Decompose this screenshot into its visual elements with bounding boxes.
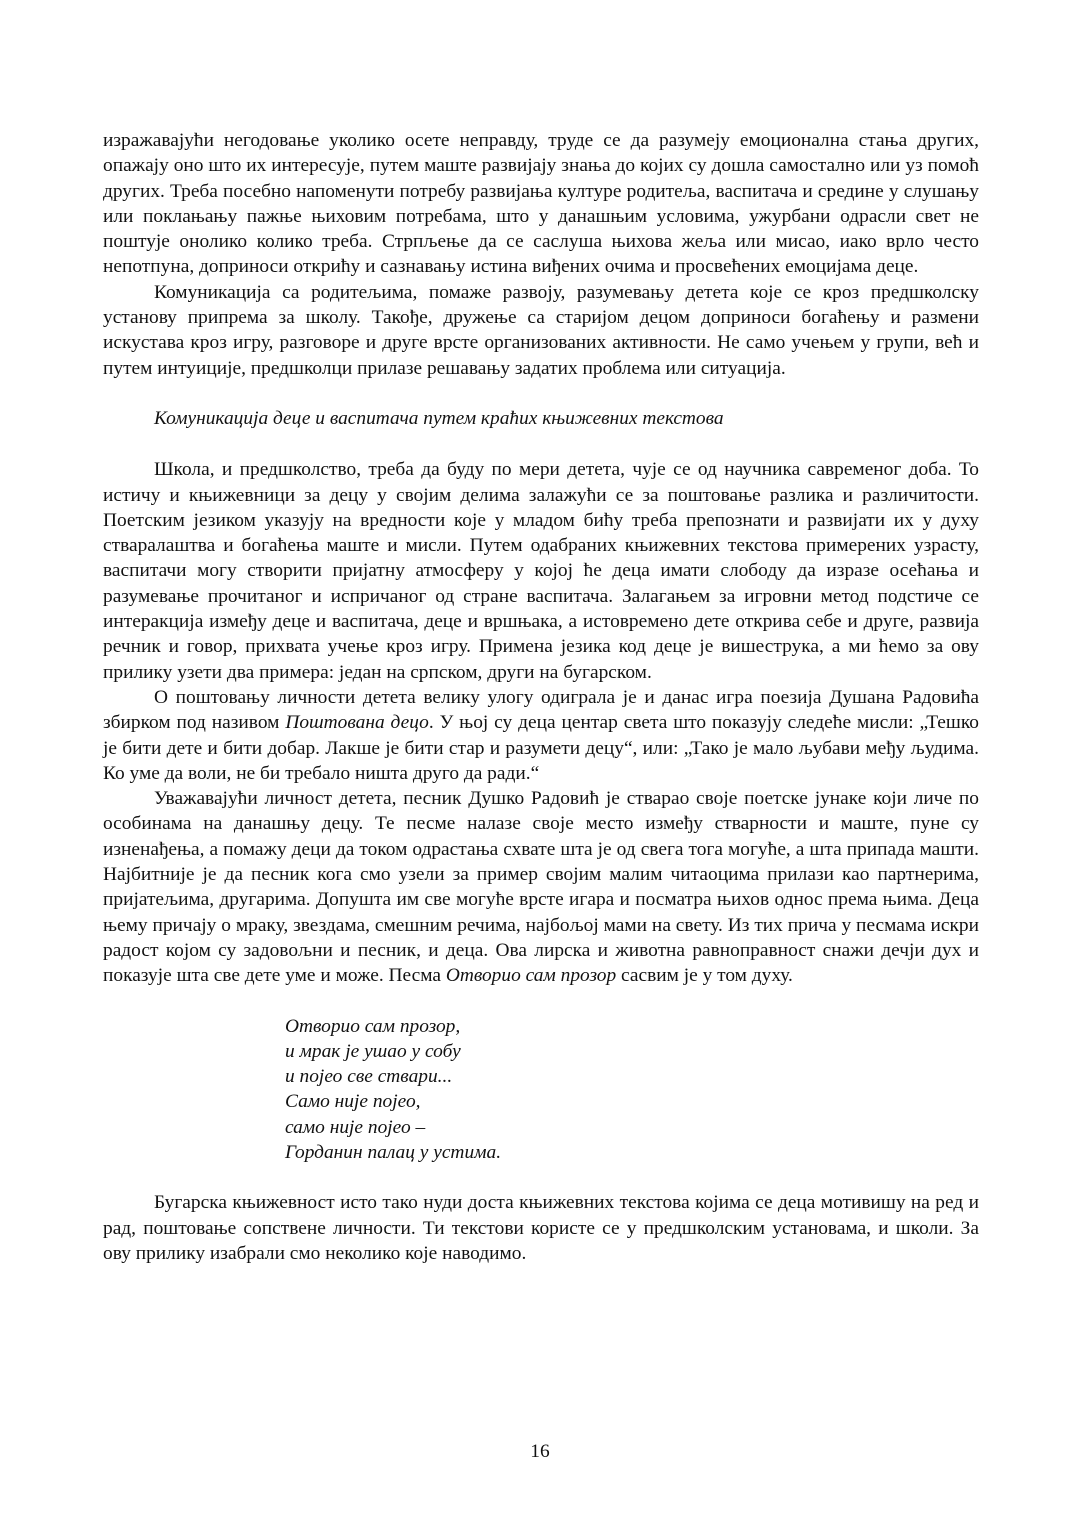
paragraph-4-text-a: О поштовању личности детета велику улогу одиграла је и данас игра поезија Душана Радовића збирком под називом <box>103 686 979 734</box>
paragraph-4-text-b: . У њој су деца центар света што показују следеће мисли: „Тешко је бити дете и бити добар. Лакше је бити стар и разумети децу“, или: „Тако је мало љубави међу људима. Ко уме да воли, не би требало ништа друго да ради.“ <box>103 712 979 784</box>
paragraph-3: Школа, и предшколство, треба да буду по мери детета, чује се од научника савременог доба. То истичу и књижевници за децу у својим делима залажући се за поштовање разлика и различитости. Поетским језиком указују на вредности које у младом бићу треба препознати и развијати их у духу стваралаштва и богаћења маште и мисли. Путем одабраних књижевних текстова примерених узрасту, васпитачи могу створити пријатну атмосферу у којој ће деца имати слободу да изразе осећања и разумевање прочитаног и испричаног од стране васпитача. Залагањем за игровни метод подстиче се интеракција између деце и васпитача, деце и вршњака, а истовремено дете открива себе и друге, развија речник и говор, прихвата учење кроз игру. Примена језика код деце је вишеструка, а ми ћемо за ову прилику узети два примера: један на српском, други на бугарском. <box>103 459 979 683</box>
poem-title: Отворио сам прозор <box>445 965 617 987</box>
book-title: Поштована децо <box>285 712 429 734</box>
page-number: 16 <box>530 1441 550 1462</box>
poem-line: Отворио сам прозор, <box>285 1015 461 1037</box>
paragraph-5-text-a: Уважавајући личност детета, песник Душко Радовић је стварао своје поетске јунаке који личе по особинама на данашњу децу. Те песме налазе своје место између стварности и маште, пуне су изненађења, а помажу деци да током одрастања схвате шта је од свега тога могуће, а шта припада машти. Најбитније је да песник кога смо узели за пример својим малим читаоцима прилази као партнерима, пријатељима, другарима. Допушта им све могуће врсте игара и посматра њихов однос према њима. Деца њему причају о мраку, звездама, смешним речима, најбољој мами на свету. Из тих прича у песмама искри радост којом су задовољни и песник, и деца. Ова лирска и животна равноправност снажи дечји дух и показује шта све дете уме и може. Песма <box>103 788 979 987</box>
poem-line: и појео све ствари... <box>285 1066 453 1088</box>
document-body <box>103 128 979 1266</box>
paragraph-5-text-b: сасвим је у том духу. <box>616 965 793 987</box>
poem <box>285 1014 979 1166</box>
poem-line: Само није појео, <box>285 1091 421 1113</box>
poem-line: само није појео – <box>285 1116 426 1138</box>
section-heading: Комуникација деце и васпитача путем краћих књижевних текстова <box>154 407 724 429</box>
paragraph-4 <box>103 685 979 786</box>
poem-line: Горданин палац у устима. <box>285 1141 502 1163</box>
paragraph-1: изражавајући негодовање уколико осете неправду, труде се да разумеју емоционална стања других, опажају оно што их интересује, путем маште развијају знања до којих су дошла самостално или уз помоћ других. Треба посебно напоменути потребу развијања културе родитеља, васпитача и средине у слушању или поклањању пажње њиховим потребама, што у данашњим условима, ужурбани одрасли свет не поштује онолико колико треба. Стрпљење да се саслуша њихова жеља или мисао, иако врло често непотпуна, доприноси открићу и сазнавању истина виђених очима и просвећених емоцијама деце. <box>103 130 979 278</box>
paragraph-2: Комуникација са родитељима, помаже развоју, разумевању детета које се кроз предшколску установу припрема за школу. Такође, дружење са старијом децом доприноси богаћењу и размени искустава кроз игру, разговоре и друге врсте организованих активности. Не само учењем у групи, већ и путем интуиције, предшколци прилазе решавању задатих проблема или ситуација. <box>103 281 979 379</box>
paragraph-6: Бугарска књижевност исто тако нуди доста књижевних текстова којима се деца мотивишу на ред и рад, поштовање сопствене личности. Ти текстови користе се у предшколским установама, и школи. За ову прилику изабрали смо неколико које наводимо. <box>103 1192 979 1264</box>
poem-line: и мрак је ушао у собу <box>285 1040 461 1062</box>
paragraph-5 <box>103 786 979 988</box>
